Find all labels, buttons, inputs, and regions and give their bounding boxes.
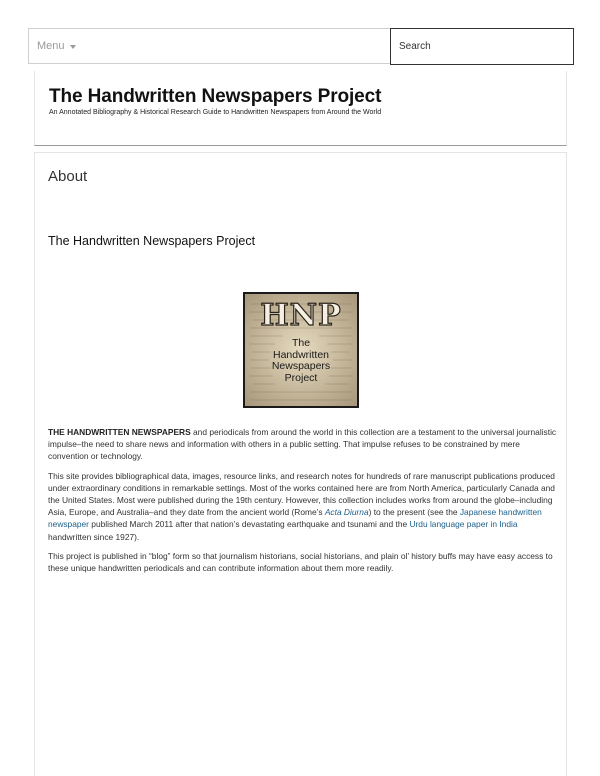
top-nav-bar [28, 28, 572, 64]
site-header [34, 71, 567, 146]
site-tagline: An Annotated Bibliography & Historical Research Guide to Handwritten Newspapers from Around the World [49, 109, 382, 116]
logo-line-1: The [291, 337, 311, 349]
post-title: The Handwritten Newspapers Project [48, 234, 256, 248]
paragraph-2-text-a: This site provides bibliographical data, images, resource links, and research notes for hundreds of rare manuscript publications produced under extraordinary conditions in remarkable settings. Most of the works contained here are from North America, particularly Canada and the United States. Most were published during the 19th century. However, this collection includes works from around the globe–including Asia, Europe, and Australia–and they date from the ancient world (Rome’s [48, 470, 555, 518]
paragraph-2-text-c: published March 2011 after that nation’s devastating earthquake and tsunami and the [88, 519, 410, 530]
hnp-logo-image [243, 292, 359, 408]
search-input[interactable] [391, 29, 573, 64]
paragraph-2-text-b: ) to the present (see the [368, 507, 460, 518]
logo-line-3: Newspapers [271, 360, 331, 372]
logo-line-2: Handwritten [272, 348, 330, 361]
search-box [390, 28, 574, 65]
paragraph-2-text-d: handwritten since 1927). [48, 531, 140, 542]
urdu-paper-link[interactable]: Urdu language paper in India [409, 519, 518, 530]
site-title[interactable]: The Handwritten Newspapers Project [49, 86, 382, 107]
logo-line-4: Project [284, 371, 318, 384]
logo-letters: HNP [260, 298, 342, 333]
post-body [48, 426, 558, 581]
paragraph-1-lead: THE HANDWRITTEN NEWSPAPERS [48, 427, 191, 437]
menu-label: Menu [37, 40, 65, 52]
page-title: About [48, 168, 88, 185]
paragraph-1-text: and periodicals from around the world in this collection are a testament to the universal journalistic impulse–the need to share news and information with others in a public setting. That impulse refuses to be constrained by mere convention or technology. [48, 427, 557, 462]
logo-caption [245, 338, 357, 384]
japanese-newspaper-link[interactable]: Japanese handwritten newspaper [48, 507, 542, 530]
acta-diurna-link[interactable]: Acta Diurna [324, 507, 369, 518]
caret-down-icon [70, 45, 76, 49]
main-content [34, 152, 567, 776]
menu-toggle-button[interactable] [29, 29, 390, 63]
paragraph-2 [48, 470, 558, 543]
paragraph-3: This project is published in “blog” form so that journalism historians, social historians, and plain ol’ history buffs may have easy access to these unique handwritten periodicals and can contribute information about them more readily. [48, 550, 553, 574]
paragraph-1 [48, 426, 558, 463]
